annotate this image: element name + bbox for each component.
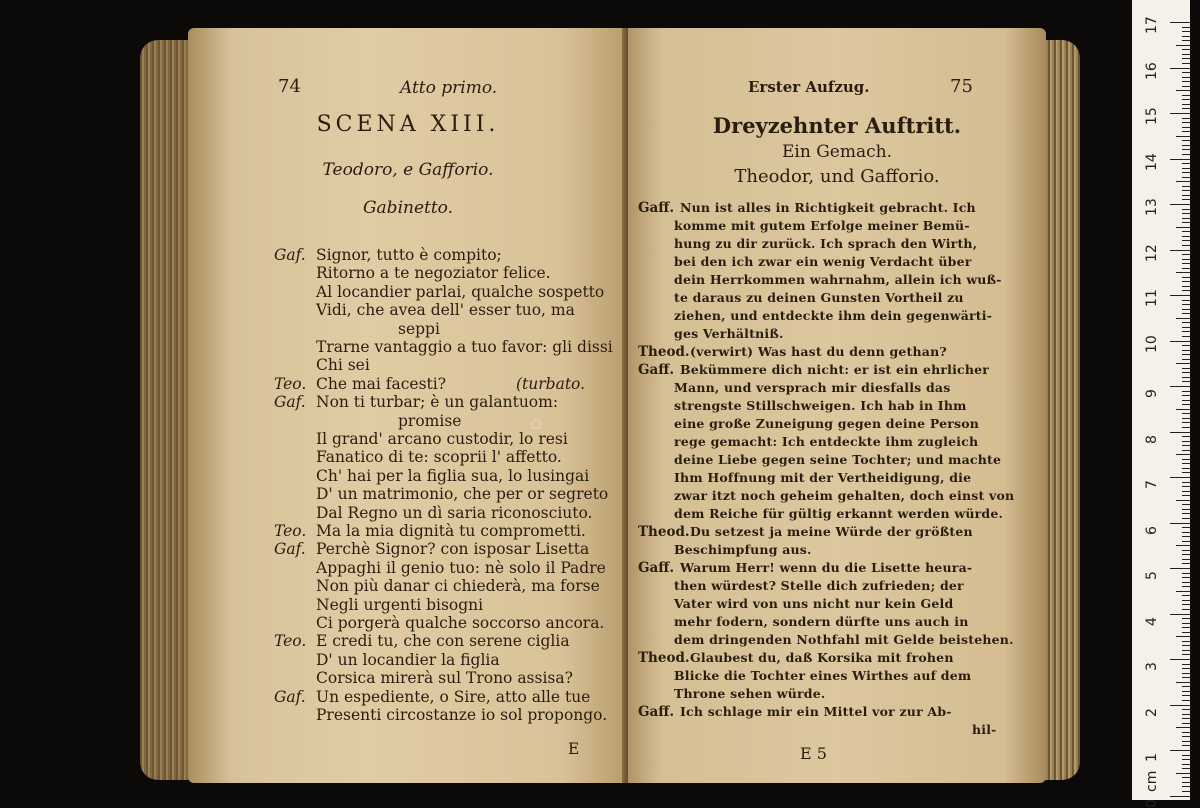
- ruler-tick: [1182, 541, 1190, 542]
- ruler-number: 17: [1144, 16, 1160, 34]
- ruler-tick: [1182, 513, 1190, 514]
- ruler-tick: [1170, 477, 1190, 478]
- ruler-tick: [1176, 773, 1190, 774]
- prose-line: then würdest? Stelle dich zufrieden; der: [674, 578, 964, 593]
- prose-line: Bekümmere dich nicht: er ist ein ehrlicher: [680, 362, 990, 377]
- prose-line: mehr fodern, sondern dürfte uns auch in: [674, 614, 969, 629]
- ruler-tick: [1182, 445, 1190, 446]
- characters-de: Theodor, und Gafforio.: [734, 166, 940, 187]
- ruler-tick: [1182, 536, 1190, 537]
- verse-line: Che mai facesti?: [316, 374, 447, 393]
- ruler-tick: [1182, 709, 1190, 710]
- ruler-tick: [1182, 331, 1190, 332]
- prose-line: ziehen, und entdeckte ihm dein gegenwärti-: [674, 308, 993, 323]
- ruler-tick: [1182, 714, 1190, 715]
- ruler-tick: [1182, 618, 1190, 619]
- ruler-tick: [1182, 563, 1190, 564]
- right-running-head: Erster Aufzug.: [748, 78, 870, 96]
- ruler-number: 2: [1144, 707, 1160, 717]
- ruler-tick: [1182, 81, 1190, 82]
- ruler-tick: [1170, 523, 1190, 524]
- ruler-tick: [1182, 782, 1190, 783]
- ruler-tick: [1170, 614, 1190, 615]
- ruler-tick: [1182, 277, 1190, 278]
- ruler-tick: [1182, 149, 1190, 150]
- verse-line: Ch' hai per la figlia sua, lo lusingai: [316, 466, 590, 485]
- ruler-tick: [1170, 659, 1190, 660]
- ruler-tick: [1182, 695, 1190, 696]
- ruler-number: 10: [1144, 334, 1160, 353]
- ruler-tick: [1182, 600, 1190, 601]
- ruler-tick: [1182, 764, 1190, 765]
- ruler-tick: [1182, 472, 1190, 473]
- ruler-tick: [1182, 163, 1190, 164]
- speaker-label: Gaff.: [638, 704, 675, 720]
- ruler-tick: [1176, 363, 1190, 364]
- ruler-tick: [1182, 741, 1190, 742]
- ruler-tick: [1170, 341, 1190, 342]
- ruler-tick: [1182, 359, 1190, 360]
- verse-line: Signor, tutto è compito;: [316, 246, 502, 264]
- ruler-tick: [1170, 432, 1190, 433]
- verse-line: Presenti circostanze io sol propongo.: [316, 706, 608, 724]
- verse-line: (turbato.: [516, 374, 586, 393]
- verse-line: E credi tu, che con serene ciglia: [316, 632, 570, 651]
- ruler-tick: [1182, 195, 1190, 196]
- left-running-head: Atto primo.: [400, 78, 498, 98]
- prose-line: strengste Stillschweigen. Ich hab in Ihm: [674, 398, 967, 413]
- prose-line: Ihm Hoffnung mit der Vertheidigung, die: [674, 470, 972, 485]
- ruler-tick: [1182, 99, 1190, 100]
- prose-line: dein Herrkommen wahrnahm, allein ich wuß-: [674, 272, 1002, 287]
- ruler-tick: [1182, 190, 1190, 191]
- catchword: E: [568, 740, 580, 758]
- ruler-tick: [1176, 682, 1190, 683]
- ruler-tick: [1182, 422, 1190, 423]
- ruler-tick: [1182, 177, 1190, 178]
- prose-line: Beschimpfung aus.: [674, 542, 812, 557]
- ruler-tick: [1182, 309, 1190, 310]
- verse-line: D' un matrimonio, che per or segreto: [316, 485, 609, 504]
- ruler-tick: [1182, 218, 1190, 219]
- ruler-tick: [1176, 591, 1190, 592]
- scale-ruler: [1132, 0, 1190, 808]
- verse-line: Appaghi il genio tuo: nè solo il Padre: [316, 558, 606, 577]
- ruler-number: 1: [1144, 753, 1160, 762]
- ruler-tick: [1182, 759, 1190, 760]
- ruler-tick: [1176, 272, 1190, 273]
- ruler-tick: [1182, 145, 1190, 146]
- prose-line: dem dringenden Nothfahl mit Gelde beistehen.: [674, 632, 1014, 647]
- ruler-tick: [1176, 545, 1190, 546]
- prose-line: Blicke die Tochter eines Wirthes auf dem: [674, 668, 972, 683]
- ruler-tick: [1182, 168, 1190, 169]
- ruler-tick: [1182, 54, 1190, 55]
- ruler-tick: [1176, 90, 1190, 91]
- prose-line: deine Liebe gegen seine Tochter; und machte: [674, 452, 1002, 467]
- ruler-tick: [1182, 668, 1190, 669]
- ruler-tick: [1182, 482, 1190, 483]
- prose-line: Du setzest ja meine Würde der größten: [690, 524, 973, 539]
- ruler-number: 14: [1144, 152, 1160, 171]
- ruler-tick: [1182, 86, 1190, 87]
- verse-line: Al locandier parlai, qualche sospetto: [316, 282, 605, 301]
- ruler-tick: [1170, 22, 1190, 23]
- scene-title-it: SCENA XIII.: [316, 112, 500, 137]
- ruler-tick: [1182, 554, 1190, 555]
- setting-it: Gabinetto.: [362, 198, 454, 218]
- ruler-tick: [1182, 345, 1190, 346]
- ruler-tick: [1182, 641, 1190, 642]
- ruler-tick: [1182, 791, 1190, 792]
- ruler-tick: [1182, 627, 1190, 628]
- speaker-label: Teo.: [274, 522, 307, 540]
- ruler-tick: [1182, 413, 1190, 414]
- ruler-tick: [1182, 354, 1190, 355]
- ruler-tick: [1182, 400, 1190, 401]
- ruler-tick: [1182, 36, 1190, 37]
- ruler-tick: [1182, 213, 1190, 214]
- ruler-tick: [1176, 45, 1190, 46]
- verse-line: Non ti turbar; è un galantuom:: [316, 393, 559, 412]
- ruler-tick: [1182, 468, 1190, 469]
- ruler-tick: [1182, 72, 1190, 73]
- ruler-number: 3: [1144, 662, 1160, 671]
- speaker-label: Theod.: [638, 344, 690, 360]
- prose-line: bei den ich zwar ein wenig Verdacht über: [674, 254, 972, 269]
- speaker-label: Theod.: [638, 524, 690, 540]
- ruler-number: 0: [1144, 798, 1160, 808]
- speaker-label: Gaf.: [274, 687, 306, 706]
- ruler-tick: [1182, 404, 1190, 405]
- verse-line: Ritorno a te negoziator felice.: [316, 264, 551, 283]
- ruler-tick: [1182, 327, 1190, 328]
- ruler-tick: [1182, 31, 1190, 32]
- ruler-unit: cm: [1144, 770, 1160, 792]
- verse-line: Ci porgerà qualche soccorso ancora.: [316, 614, 605, 632]
- ruler-tick: [1176, 227, 1190, 228]
- ruler-tick: [1182, 236, 1190, 237]
- prose-line: dem Reiche für gültig erkannt werden würde.: [674, 506, 1004, 521]
- ruler-tick: [1182, 768, 1190, 769]
- ruler-number: 4: [1144, 616, 1160, 626]
- ruler-tick: [1182, 281, 1190, 282]
- ruler-tick: [1176, 181, 1190, 182]
- speaker-label: Teo.: [274, 374, 307, 393]
- ruler-number: 13: [1144, 198, 1160, 216]
- page-block-right: [1040, 40, 1080, 780]
- ruler-tick: [1170, 796, 1190, 797]
- verse-line: seppi: [398, 319, 440, 338]
- ruler-tick: [1182, 368, 1190, 369]
- ruler-tick: [1182, 63, 1190, 64]
- ruler-tick: [1182, 559, 1190, 560]
- speaker-label: Teo.: [274, 632, 307, 651]
- prose-line: Mann, und versprach mir diesfalls das: [674, 380, 951, 395]
- ruler-tick: [1182, 486, 1190, 487]
- signature-mark: E 5: [800, 744, 827, 763]
- ruler-tick: [1182, 209, 1190, 210]
- prose-line: komme mit gutem Erfolge meiner Bemü-: [674, 218, 970, 233]
- verse-line: Non più danar ci chiederà, ma forse: [316, 577, 600, 596]
- prose-line: (verwirt) Was hast du denn gethan?: [690, 344, 947, 359]
- ruler-tick: [1182, 131, 1190, 132]
- prose-line: eine große Zuneigung gegen deine Person: [674, 416, 980, 431]
- ruler-number: 7: [1144, 480, 1160, 489]
- ruler-tick: [1182, 377, 1190, 378]
- ruler-tick: [1182, 172, 1190, 173]
- ruler-tick: [1182, 691, 1190, 692]
- ruler-tick: [1182, 336, 1190, 337]
- ruler-number: 5: [1144, 571, 1160, 580]
- speaker-label: Gaff.: [638, 362, 675, 378]
- ruler-tick: [1182, 491, 1190, 492]
- ruler-tick: [1182, 595, 1190, 596]
- ruler-tick: [1182, 577, 1190, 578]
- ruler-tick: [1182, 755, 1190, 756]
- ruler-tick: [1182, 527, 1190, 528]
- ruler-tick: [1182, 441, 1190, 442]
- ruler-tick: [1170, 250, 1190, 251]
- speaker-label: Gaff.: [638, 200, 675, 216]
- left-page: [188, 28, 628, 783]
- characters-it: Teodoro, e Gafforio.: [322, 160, 494, 180]
- speaker-label: Gaf.: [274, 540, 306, 559]
- ruler-tick: [1176, 454, 1190, 455]
- ruler-tick: [1182, 222, 1190, 223]
- ruler-tick: [1182, 650, 1190, 651]
- verse-line: Corsica mirerà sul Trono assisa?: [316, 669, 573, 688]
- ruler-tick: [1182, 300, 1190, 301]
- ruler-tick: [1182, 700, 1190, 701]
- ruler-tick: [1182, 268, 1190, 269]
- ruler-tick: [1182, 118, 1190, 119]
- verse-line: Chi sei: [316, 356, 370, 375]
- ruler-tick: [1170, 113, 1190, 114]
- prose-line: Throne sehen würde.: [674, 686, 826, 701]
- ruler-tick: [1182, 95, 1190, 96]
- ruler-tick: [1182, 127, 1190, 128]
- ruler-tick: [1182, 259, 1190, 260]
- ruler-tick: [1182, 686, 1190, 687]
- right-page-number: 75: [950, 76, 973, 97]
- prose-line: hung zu dir zurück. Ich sprach den Wirth,: [674, 236, 978, 251]
- ruler-number: 11: [1144, 289, 1160, 307]
- verse-line: Dal Regno un dì saria riconosciuto.: [316, 503, 593, 522]
- verse-line: Trarne vantaggio a tuo favor: gli dissi: [316, 338, 613, 356]
- ruler-tick: [1182, 313, 1190, 314]
- verse-line: Vidi, che avea dell' esser tuo, ma: [316, 301, 575, 320]
- ruler-tick: [1170, 204, 1190, 205]
- ruler-tick: [1170, 386, 1190, 387]
- ruler-tick: [1182, 786, 1190, 787]
- ruler-tick: [1182, 254, 1190, 255]
- ruler-tick: [1182, 49, 1190, 50]
- speaker-label: Gaf.: [274, 246, 306, 264]
- ruler-tick: [1182, 532, 1190, 533]
- ruler-tick: [1182, 664, 1190, 665]
- ruler-tick: [1176, 318, 1190, 319]
- ruler-tick: [1182, 372, 1190, 373]
- ruler-tick: [1182, 586, 1190, 587]
- ruler-tick: [1182, 723, 1190, 724]
- prose-line: zwar itzt noch geheim gehalten, doch einst von: [674, 488, 1015, 503]
- prose-line: te daraus zu deinen Gunsten Vortheil zu: [674, 290, 964, 305]
- verse-line: Negli urgenti bisogni: [316, 595, 484, 614]
- ruler-tick: [1176, 727, 1190, 728]
- ruler-tick: [1170, 295, 1190, 296]
- ruler-tick: [1182, 418, 1190, 419]
- ruler-tick: [1182, 745, 1190, 746]
- ruler-tick: [1182, 550, 1190, 551]
- verse-line: Un espediente, o Sire, atto alle tue: [316, 687, 591, 706]
- ruler-tick: [1170, 750, 1190, 751]
- ruler-tick: [1182, 304, 1190, 305]
- open-book: [140, 20, 1080, 790]
- ruler-tick: [1182, 518, 1190, 519]
- watermark: ⌂: [530, 410, 543, 434]
- ruler-tick: [1182, 495, 1190, 496]
- ruler-tick: [1182, 777, 1190, 778]
- ruler-tick: [1170, 705, 1190, 706]
- ruler-tick: [1182, 286, 1190, 287]
- ruler-tick: [1182, 677, 1190, 678]
- ruler-tick: [1182, 604, 1190, 605]
- ruler-tick: [1170, 68, 1190, 69]
- ruler-tick: [1182, 263, 1190, 264]
- ruler-tick: [1182, 459, 1190, 460]
- verse-line: Ma la mia dignità tu comprometti.: [316, 522, 586, 540]
- ruler-tick: [1176, 636, 1190, 637]
- ruler-tick: [1182, 322, 1190, 323]
- ruler-tick: [1182, 122, 1190, 123]
- prose-line: Nun ist alles in Richtigkeit gebracht. Ich: [680, 200, 976, 215]
- ruler-tick: [1182, 231, 1190, 232]
- prose-line: hil-: [972, 722, 997, 737]
- ruler-tick: [1182, 463, 1190, 464]
- ruler-tick: [1182, 27, 1190, 28]
- prose-line: Vater wird von uns nicht nur kein Geld: [674, 596, 954, 611]
- ruler-tick: [1182, 654, 1190, 655]
- ruler-tick: [1182, 673, 1190, 674]
- ruler-tick: [1182, 391, 1190, 392]
- speaker-label: Gaf.: [274, 393, 306, 412]
- right-page: [628, 28, 1046, 783]
- ruler-tick: [1182, 609, 1190, 610]
- ruler-tick: [1182, 504, 1190, 505]
- ruler-tick: [1182, 395, 1190, 396]
- ruler-tick: [1182, 436, 1190, 437]
- ruler-tick: [1182, 509, 1190, 510]
- ruler-tick: [1170, 568, 1190, 569]
- left-page-number: 74: [278, 76, 301, 97]
- ruler-tick: [1182, 240, 1190, 241]
- verse-line: Il grand' arcano custodir, lo resi: [316, 430, 568, 448]
- ruler-number: 6: [1144, 525, 1160, 535]
- ruler-tick: [1176, 500, 1190, 501]
- ruler-tick: [1182, 77, 1190, 78]
- ruler-number: 16: [1144, 61, 1160, 80]
- ruler-tick: [1182, 645, 1190, 646]
- ruler-tick: [1170, 159, 1190, 160]
- prose-line: ges Verhältniß.: [674, 326, 784, 341]
- ruler-tick: [1182, 350, 1190, 351]
- ruler-tick: [1182, 573, 1190, 574]
- ruler-number: 12: [1144, 243, 1160, 262]
- ruler-number: 15: [1144, 107, 1160, 125]
- prose-line: Ich schlage mir ein Mittel vor zur Ab-: [680, 704, 952, 719]
- prose-line: rege gemacht: Ich entdeckte ihm zugleich: [674, 434, 979, 449]
- setting-de: Ein Gemach.: [782, 142, 892, 162]
- ruler-tick: [1182, 736, 1190, 737]
- speaker-label: Theod.: [638, 650, 690, 666]
- scene-title-de: Dreyzehnter Auftritt.: [712, 113, 962, 138]
- ruler-tick: [1182, 40, 1190, 41]
- verse-line: Fanatico di te: scoprii l' affetto.: [316, 448, 562, 467]
- verse-line: promise: [398, 411, 462, 430]
- speaker-label: Gaff.: [638, 560, 675, 576]
- ruler-tick: [1182, 290, 1190, 291]
- ruler-tick: [1182, 108, 1190, 109]
- ruler-tick: [1182, 381, 1190, 382]
- verse-line: Perchè Signor? con isposar Lisetta: [316, 540, 590, 559]
- ruler-tick: [1182, 732, 1190, 733]
- prose-line: Warum Herr! wenn du die Lisette heura-: [680, 560, 973, 575]
- ruler-tick: [1182, 718, 1190, 719]
- ruler-tick: [1176, 409, 1190, 410]
- ruler-tick: [1182, 140, 1190, 141]
- ruler-number: 8: [1144, 434, 1160, 444]
- verse-line: D' un locandier la figlia: [316, 650, 500, 669]
- ruler-tick: [1182, 104, 1190, 105]
- ruler-number: 9: [1144, 389, 1160, 398]
- ruler-tick: [1182, 582, 1190, 583]
- ruler-tick: [1182, 199, 1190, 200]
- ruler-tick: [1182, 623, 1190, 624]
- ruler-tick: [1176, 136, 1190, 137]
- ruler-tick: [1182, 58, 1190, 59]
- ruler-tick: [1182, 632, 1190, 633]
- ruler-tick: [1182, 427, 1190, 428]
- ruler-tick: [1182, 154, 1190, 155]
- prose-line: Glaubest du, daß Korsika mit frohen: [690, 650, 954, 665]
- ruler-tick: [1182, 450, 1190, 451]
- ruler-tick: [1182, 245, 1190, 246]
- ruler-tick: [1182, 186, 1190, 187]
